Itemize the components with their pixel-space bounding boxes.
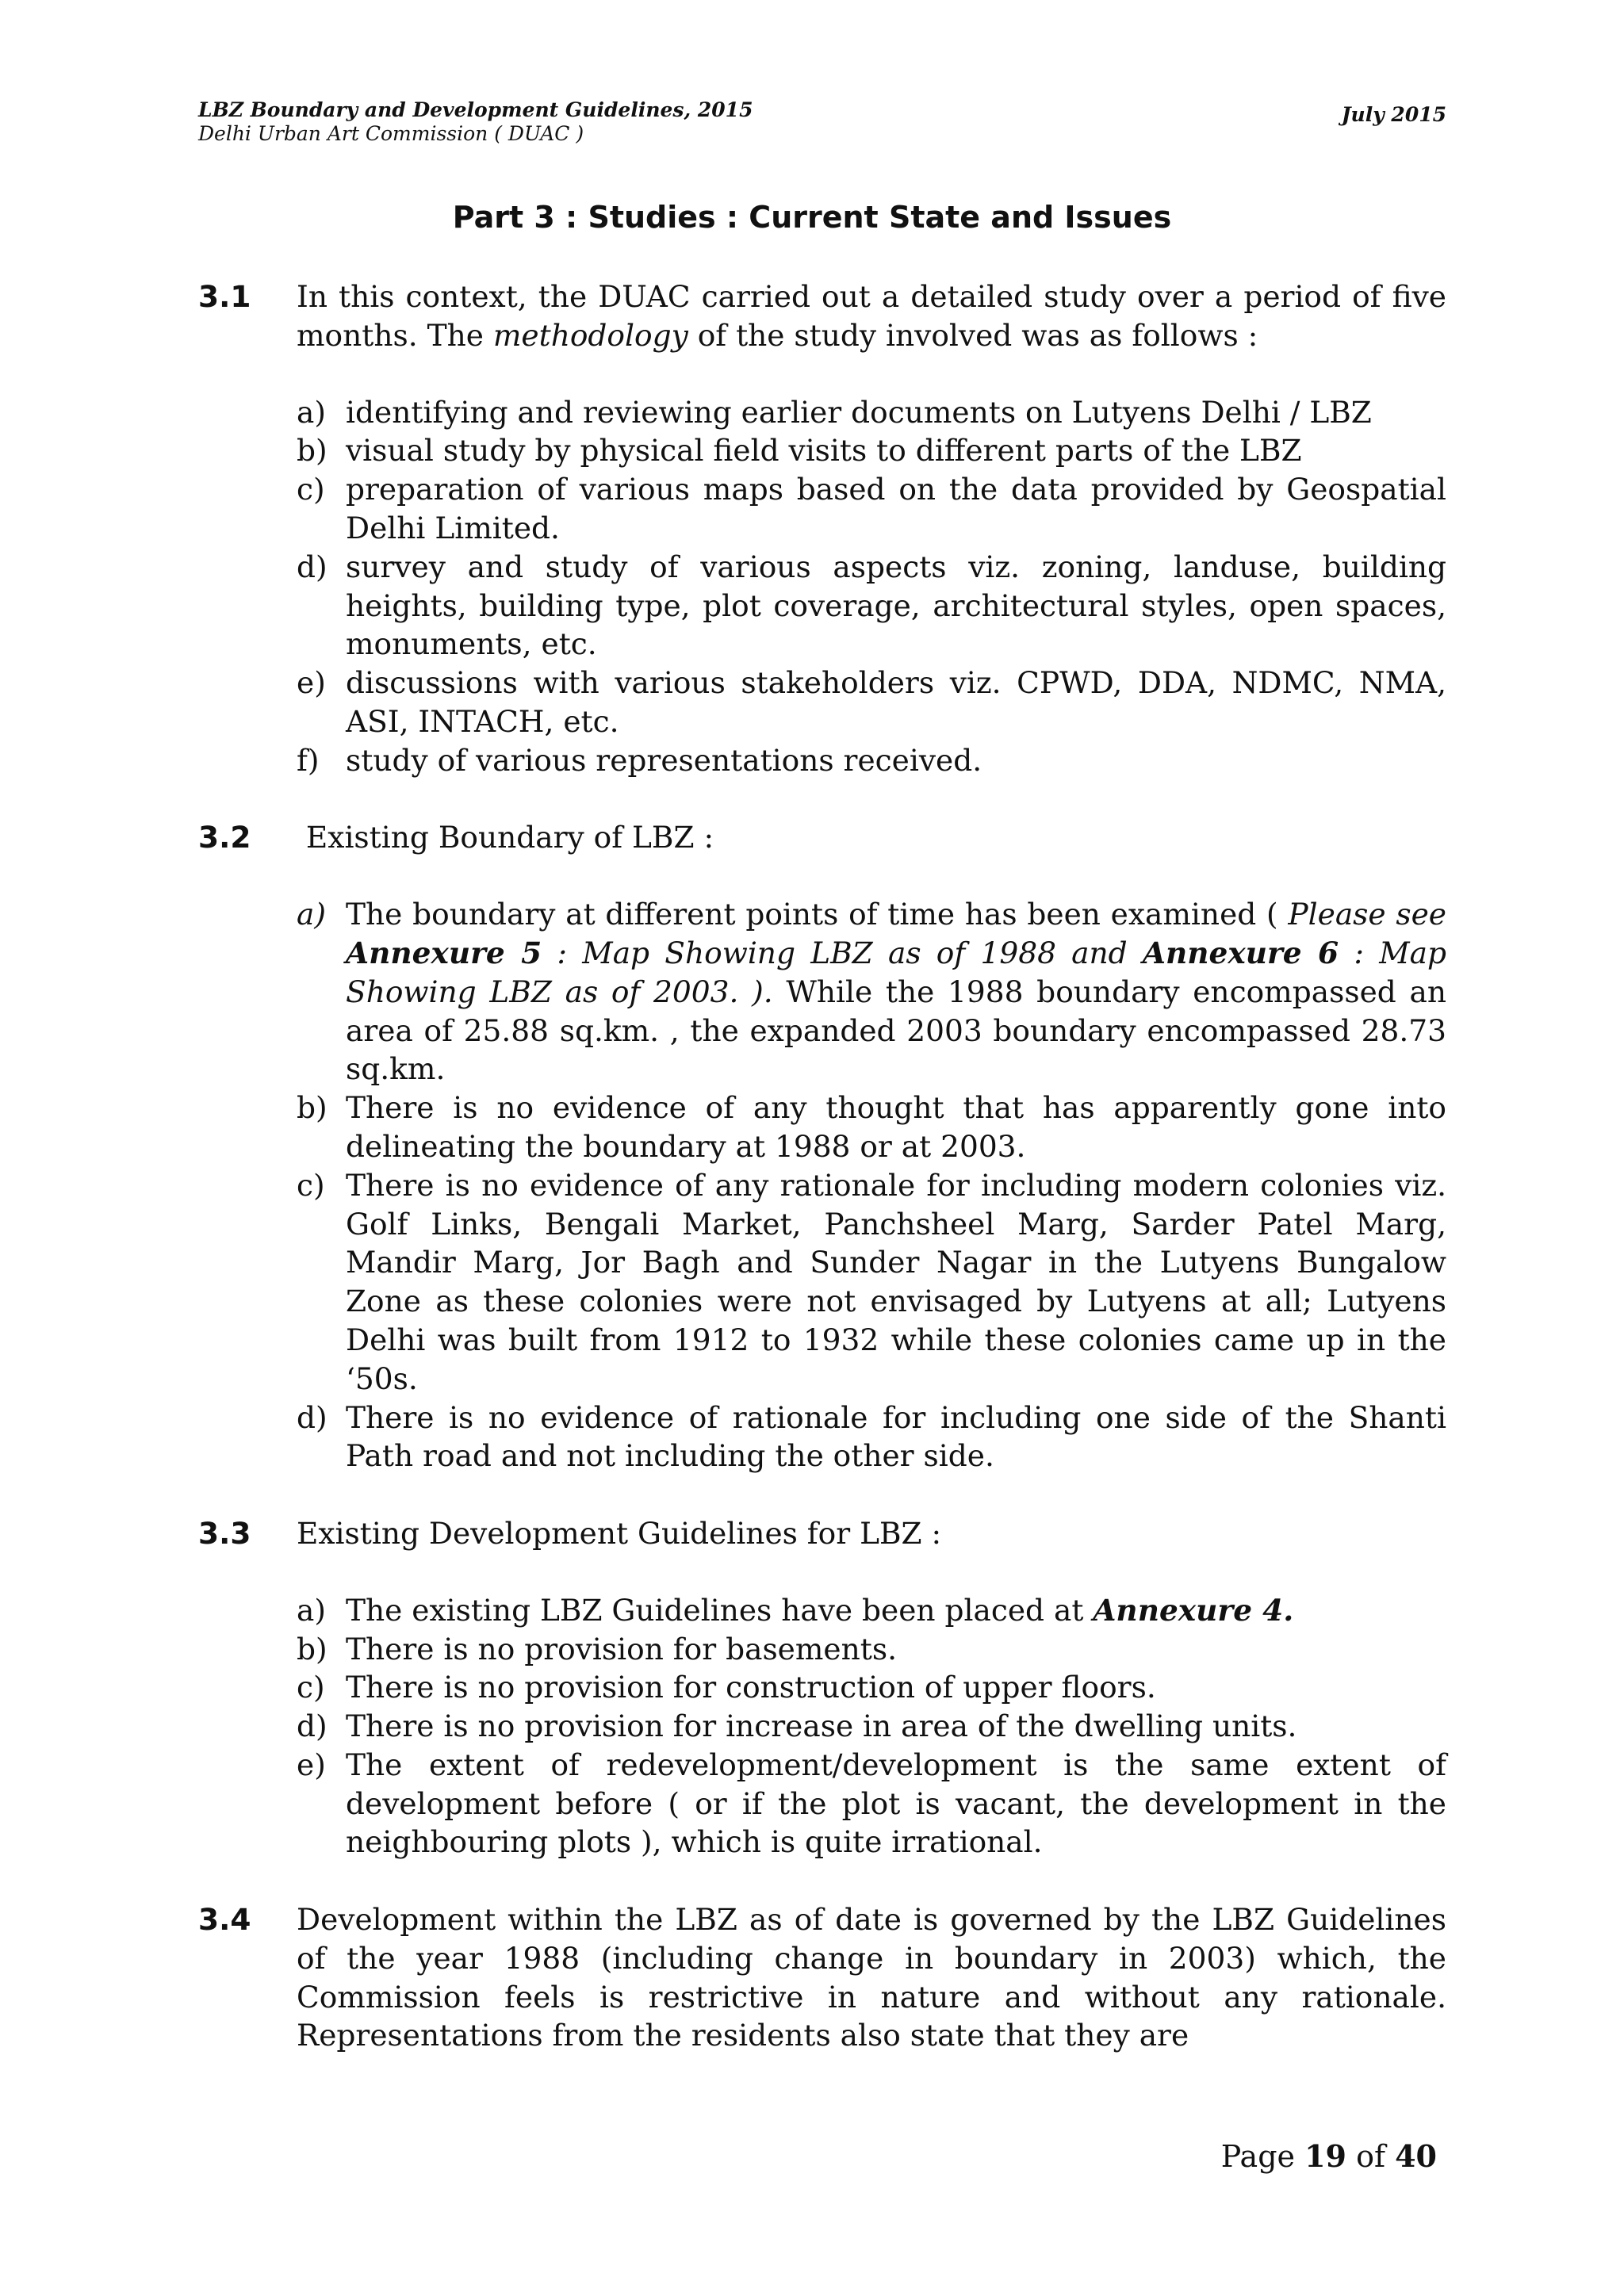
total-pages: 40: [1395, 2138, 1437, 2174]
list-item: [297, 664, 1446, 741]
list-item: [297, 470, 1446, 548]
item-text: The extent of redevelopment/development is the same extent of development before ( or if the plot is vacant, the development in the neighbouring plots ), which is quite irrational.: [346, 1747, 1446, 1860]
list-item: [297, 1707, 1446, 1746]
list-item: [297, 1630, 1446, 1669]
section-paragraph: Development within the LBZ as of date is governed by the LBZ Guidelines of the year 1988 (including change in boundary in 2003) which, the Commission feels is restrictive in nature and without any rationale. Representations from the residents also state that they are: [297, 1902, 1446, 2053]
section-3-3: [198, 1514, 1446, 1862]
footer-text: of: [1346, 2139, 1396, 2174]
section-number: 3.4: [198, 1902, 251, 1938]
guidelines-list: [297, 1591, 1446, 1862]
item-label: c): [297, 472, 325, 507]
item-label: d): [297, 1399, 327, 1435]
text-run: In this context, the DUAC carried out a detailed study over a period of five months. The: [297, 279, 1446, 353]
section-3-4: [198, 1900, 1446, 2055]
item-text: There is no evidence of any thought that has apparently gone into delineating the boundary at 1988 or at 2003.: [346, 1090, 1446, 1164]
text-run: : Map Showing LBZ as of 2003. ).: [346, 935, 1446, 1009]
section-3-2: [198, 818, 1446, 1475]
list-item: [297, 1166, 1446, 1399]
header-title: LBZ Boundary and Development Guidelines, 2015: [198, 98, 753, 121]
item-text: There is no provision for basements.: [346, 1631, 898, 1667]
running-header: [198, 98, 753, 146]
item-label: b): [297, 1631, 327, 1667]
item-label: b): [297, 433, 327, 469]
annexure-reference: Annexure 6: [1142, 935, 1339, 970]
item-text: discussions with various stakeholders viz. CPWD, DDA, NDMC, NMA, ASI, INTACH, etc.: [346, 665, 1446, 739]
item-label: a): [297, 1592, 326, 1628]
item-label: b): [297, 1090, 327, 1126]
text-run: The boundary at different points of time has been examined (: [346, 897, 1289, 932]
list-item: [297, 895, 1446, 1089]
current-page: 19: [1304, 2138, 1346, 2174]
item-text: There is no evidence of any rationale for including modern colonies viz. Golf Links, Bengali Market, Panchsheel Marg, Sarder Patel Marg, Mandir Marg, Jor Bagh and Sunder Nagar in the Lutyens Bungalow Zone as these colonies were not envisaged by Lutyens at all; Lutyens Delhi was built from 1912 to 1932 while these colonies came up in the ‘50s.: [346, 1167, 1446, 1396]
header-subtitle: Delhi Urban Art Commission ( DUAC ): [198, 122, 584, 145]
header-date: July 2015: [1341, 103, 1446, 126]
section-number: 3.3: [198, 1515, 251, 1551]
section-heading: Existing Development Guidelines for LBZ :: [297, 1515, 942, 1551]
item-label: c): [297, 1167, 325, 1203]
section-number: 3.1: [198, 279, 251, 314]
annexure-reference: Annexure 5: [346, 935, 542, 970]
emphasis-text: methodology: [492, 317, 688, 353]
list-item: [297, 1746, 1446, 1862]
text-run: The existing LBZ Guidelines have been placed at: [346, 1592, 1094, 1628]
item-text: identifying and reviewing earlier documents on Lutyens Delhi / LBZ: [346, 394, 1372, 430]
annexure-reference: Annexure 4.: [1093, 1592, 1294, 1628]
list-item: [297, 548, 1446, 664]
item-label: a): [297, 394, 326, 430]
item-label: e): [297, 665, 326, 701]
item-text: There is no provision for construction of upper floors.: [346, 1670, 1156, 1705]
item-text: study of various representations received.: [346, 742, 982, 778]
item-text: There is no evidence of rationale for including one side of the Shanti Path road and not including the other side.: [346, 1399, 1446, 1474]
item-text: visual study by physical field visits to different parts of the LBZ: [346, 433, 1302, 469]
section-3-1: [198, 277, 1446, 780]
footer-text: Page: [1220, 2139, 1305, 2174]
text-run: : Map Showing LBZ as of 1988 and: [542, 935, 1143, 970]
document-body: [198, 277, 1446, 2055]
text-run: Please see: [1288, 897, 1446, 932]
list-item: [297, 1399, 1446, 1476]
text-run: of the study involved was as follows :: [688, 317, 1258, 353]
item-label: d): [297, 549, 327, 584]
boundary-list: [297, 895, 1446, 1475]
item-text: There is no provision for increase in area of the dwelling units.: [346, 1709, 1297, 1744]
item-label: d): [297, 1709, 327, 1744]
list-item: [297, 741, 1446, 780]
item-text: survey and study of various aspects viz. zoning, landuse, building heights, building type, plot coverage, architectural styles, open spaces, monuments, etc.: [346, 549, 1446, 662]
item-label: c): [297, 1670, 325, 1705]
section-number: 3.2: [198, 820, 251, 855]
page-number: [1221, 2138, 1437, 2174]
item-label: a): [297, 897, 326, 932]
list-item: [297, 1591, 1446, 1630]
item-label: e): [297, 1747, 326, 1782]
section-heading: Existing Boundary of LBZ :: [297, 820, 714, 855]
section-paragraph: [297, 277, 1446, 355]
item-text: preparation of various maps based on the data provided by Geospatial Delhi Limited.: [346, 472, 1446, 545]
list-item: [297, 431, 1446, 470]
item-label: f): [297, 742, 320, 778]
part-title: Part 3 : Studies : Current State and Issues: [452, 200, 1172, 235]
methodology-list: [297, 393, 1446, 780]
text-run: While the 1988 boundary encompassed an area of 25.88 sq.km. , the expanded 2003 boundary encompassed 28.73 sq.km.: [346, 974, 1446, 1087]
list-item: [297, 393, 1446, 432]
list-item: [297, 1089, 1446, 1166]
list-item: [297, 1668, 1446, 1707]
